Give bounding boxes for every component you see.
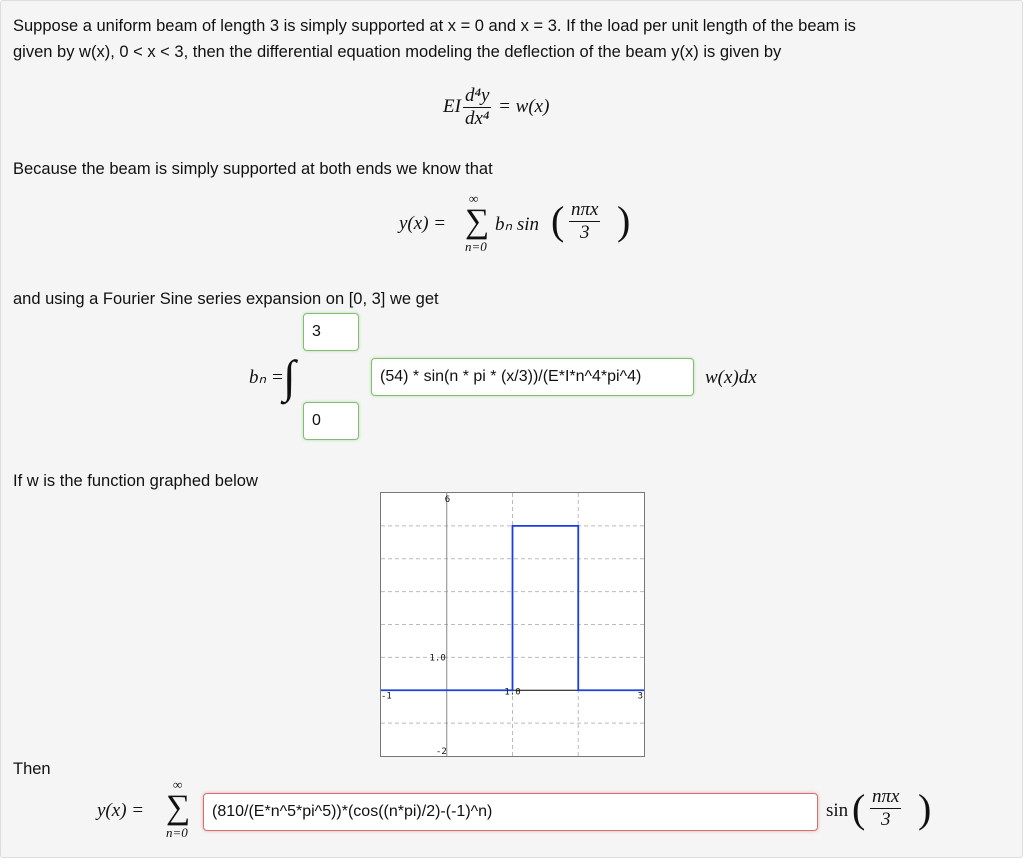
eq2-upper: ∞: [469, 191, 479, 206]
eq2-term: bₙ sin: [495, 214, 539, 235]
paren-open: (: [551, 198, 565, 243]
tick-label-x-mid: 1.0: [504, 687, 521, 698]
upper-limit-input[interactable]: 3: [303, 313, 359, 351]
integral-icon: ∫: [283, 351, 296, 402]
answer-input[interactable]: (810/(E*n^5*pi^5))*(cos((n*pi)/2)-(-1)^n): [203, 793, 818, 831]
intro-line-2: given by w(x), 0 < x < 3, then the differential equation modeling the deflection of the beam y(x) is given by: [13, 43, 782, 61]
tick-label-x-left: -1: [381, 691, 392, 702]
w-function-graph: [380, 492, 645, 757]
tick-label-y-bottom: -2: [435, 747, 447, 757]
answer-upper: ∞: [173, 777, 183, 792]
answer-num: nπx: [872, 786, 900, 807]
paren-close: ): [918, 786, 932, 831]
eq2-lhs: y(x) =: [399, 213, 447, 234]
eq1-num: d⁴y: [464, 85, 490, 106]
answer-den: 3: [880, 809, 891, 830]
eq1-rhs: = w(x): [498, 95, 550, 117]
intro-line-1: Suppose a uniform beam of length 3 is simply supported at x = 0 and x = 3. If the load per unit length of the beam is: [13, 17, 856, 35]
paren-close: ): [617, 198, 631, 243]
eq2-lower: n=0: [465, 239, 487, 254]
tick-label-y-mid: 1.0: [429, 653, 446, 664]
eq2-den: 3: [579, 222, 590, 243]
tick-label-y-top: 6: [444, 495, 451, 505]
answer-lower: n=0: [166, 825, 188, 840]
paragraph-supported: Because the beam is simply supported at both ends we know that: [13, 160, 493, 178]
paragraph-fourier: and using a Fourier Sine series expansion on [0, 3] we get: [13, 290, 439, 308]
bn-lhs: bₙ =: [249, 367, 284, 388]
eq1-lhs: EI: [443, 95, 461, 117]
answer-sin: sin: [826, 800, 849, 821]
paragraph-graph: If w is the function graphed below: [13, 472, 258, 490]
differential-equation: [443, 85, 549, 130]
eq2-num: nπx: [571, 199, 599, 220]
sigma-icon: ∑: [166, 789, 191, 826]
lower-limit-input[interactable]: 0: [303, 402, 359, 440]
bn-tail: w(x)dx: [705, 367, 757, 388]
sigma-icon: ∑: [465, 203, 490, 240]
paren-open: (: [852, 786, 866, 831]
w-series-line: [381, 526, 644, 690]
eq1-den: dx⁴: [464, 108, 490, 129]
integrand-input[interactable]: (54) * sin(n * pi * (x/3))/(E*I*n^4*pi^4): [371, 358, 694, 396]
tick-label-x-right: 3: [637, 691, 643, 702]
answer-lhs: y(x) =: [97, 800, 145, 821]
paragraph-then: Then: [13, 760, 51, 778]
